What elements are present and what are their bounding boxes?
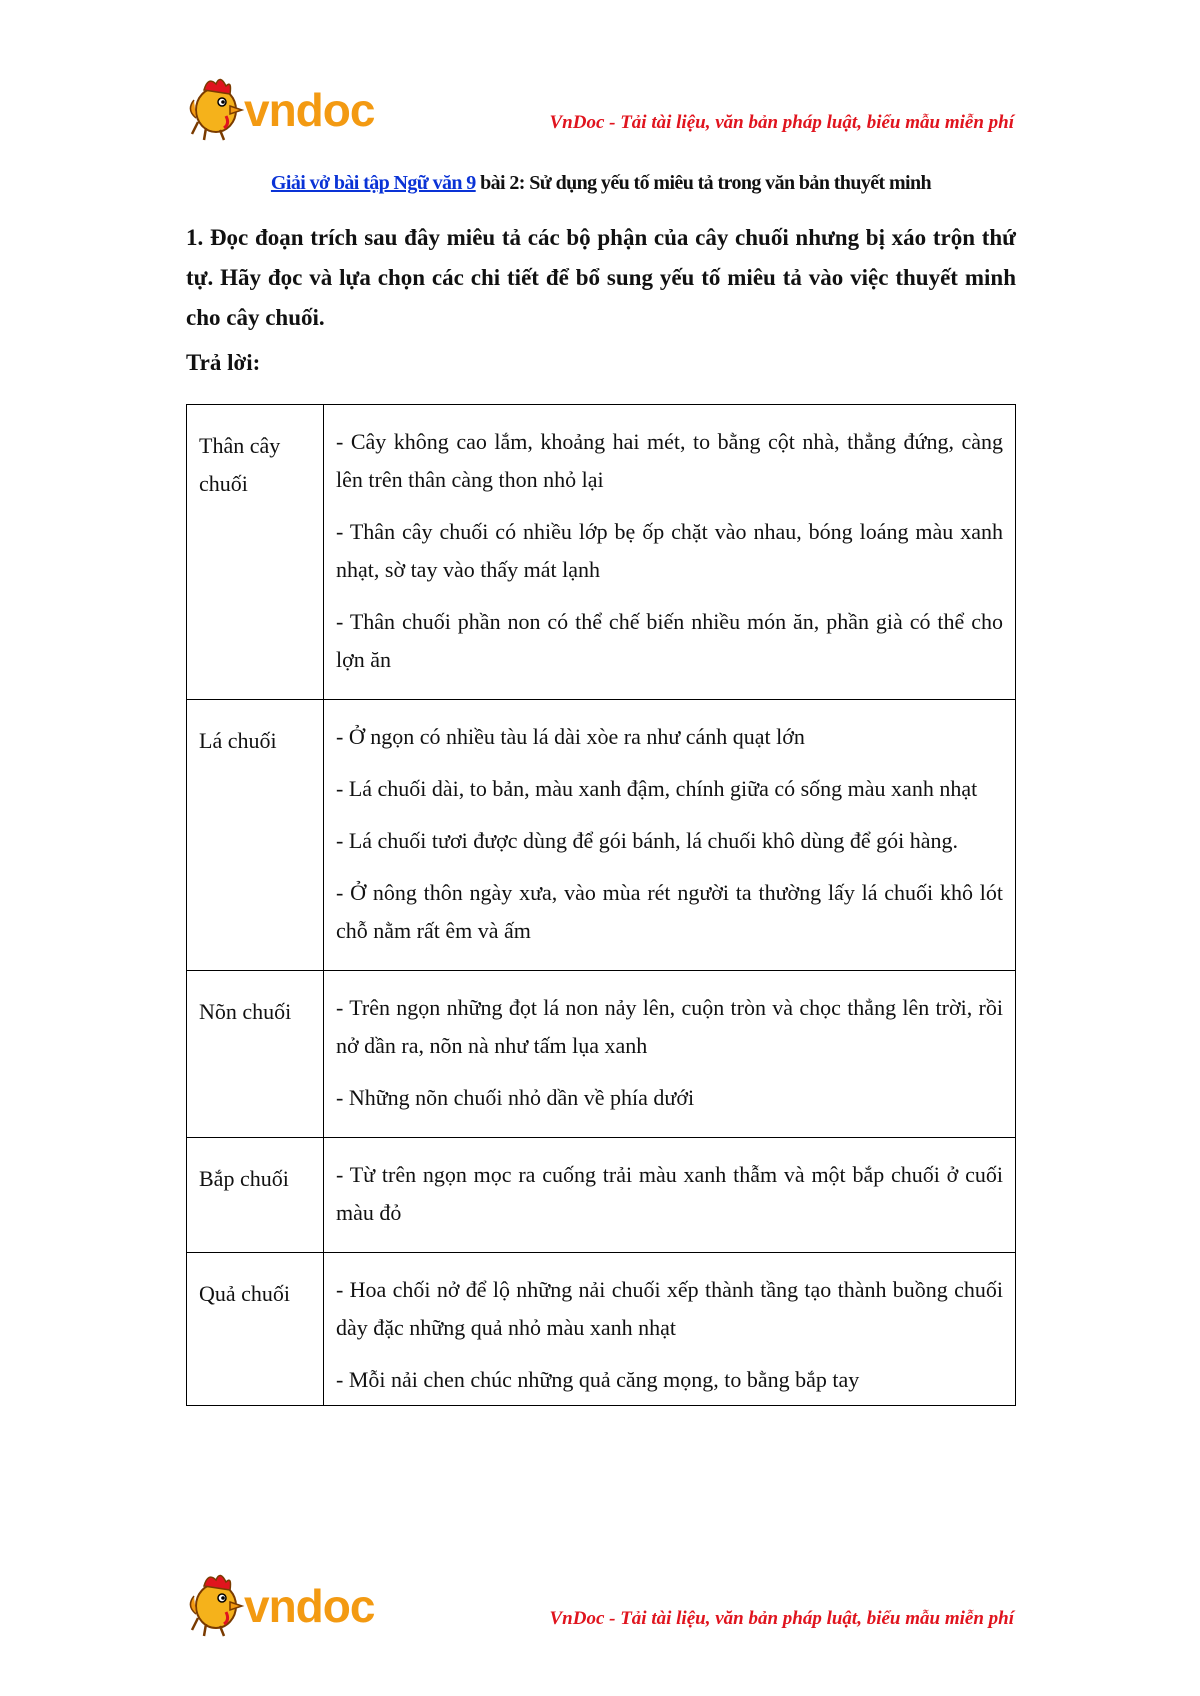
part-name: Bắp chuối	[187, 1138, 324, 1253]
title-link[interactable]: Giải vở bài tập Ngữ văn 9	[270, 172, 476, 194]
detail-item: - Mỗi nải chen chúc những quả căng mọng, to bằng bắp tay	[336, 1367, 860, 1392]
answer-label: Trả lời:	[186, 350, 261, 375]
part-details	[324, 405, 1016, 700]
page-header	[0, 60, 1200, 160]
vndoc-logo[interactable]	[186, 70, 416, 142]
banana-parts-table	[186, 404, 1016, 1406]
detail-item: - Thân chuối phần non có thể chế biến nhiều món ăn, phần già có thể cho lợn ăn	[336, 609, 1003, 672]
part-name: Quả chuối	[187, 1253, 324, 1406]
part-details	[324, 1138, 1016, 1253]
detail-item: - Ở ngọn có nhiều tàu lá dài xòe ra như cánh quạt lớn	[336, 724, 805, 749]
svg-text:vndoc: vndoc	[244, 84, 375, 136]
part-details	[324, 1253, 1016, 1406]
part-name: Lá chuối	[187, 700, 324, 971]
detail-item: - Hoa chối nở để lộ những nải chuối xếp thành tầng tạo thành buồng chuối dày đặc những quả nhỏ màu xanh nhạt	[336, 1277, 1003, 1340]
detail-item: - Thân cây chuối có nhiều lớp bẹ ốp chặt vào nhau, bóng loáng màu xanh nhạt, sờ tay vào thấy mát lạnh	[336, 519, 1003, 582]
table-row	[187, 971, 1016, 1138]
detail-item: - Trên ngọn những đọt lá non nảy lên, cuộn tròn và chọc thẳng lên trời, rồi nở dần ra, nõn nà như tấm lụa xanh	[336, 995, 1003, 1058]
page-title	[186, 172, 1016, 195]
header-tagline: VnDoc - Tải tài liệu, văn bản pháp luật, biểu mẫu miễn phí	[549, 112, 1014, 133]
detail-item: - Ở nông thôn ngày xưa, vào mùa rét người ta thường lấy lá chuối khô lót chỗ nằm rất êm và ấm	[336, 880, 1003, 943]
detail-item: - Lá chuối dài, to bản, màu xanh đậm, chính giữa có sống màu xanh nhạt	[336, 776, 978, 801]
detail-item: - Từ trên ngọn mọc ra cuống trải màu xanh thẫm và một bắp chuối ở cuối màu đỏ	[336, 1162, 1003, 1225]
detail-item: - Những nõn chuối nhỏ dần về phía dưới	[336, 1085, 695, 1110]
rooster-mascot-icon	[190, 1575, 242, 1636]
part-name: Thân cây chuối	[187, 405, 324, 700]
detail-item: - Lá chuối tươi được dùng để gói bánh, lá chuối khô dùng để gói hàng.	[336, 828, 959, 853]
title-rest: bài 2: Sử dụng yếu tố miêu tả trong văn bản thuyết minh	[475, 172, 932, 194]
svg-text:vndoc: vndoc	[244, 1580, 375, 1632]
detail-item: - Cây không cao lắm, khoảng hai mét, to bằng cột nhà, thẳng đứng, càng lên trên thân càng thon nhỏ lại	[336, 429, 1003, 492]
table-row	[187, 405, 1016, 700]
page-footer	[0, 1556, 1200, 1656]
footer-tagline: VnDoc - Tải tài liệu, văn bản pháp luật, biểu mẫu miễn phí	[549, 1608, 1014, 1629]
rooster-mascot-icon	[190, 79, 242, 140]
table-row	[187, 1138, 1016, 1253]
part-details	[324, 971, 1016, 1138]
question-text: 1. Đọc đoạn trích sau đây miêu tả các bộ phận của cây chuối nhưng bị xáo trộn thứ tự. Hãy đọc và lựa chọn các chi tiết để bổ sung yếu tố miêu tả vào việc thuyết minh cho cây chuối.	[186, 225, 1016, 330]
part-details	[324, 700, 1016, 971]
table-row	[187, 1253, 1016, 1406]
table-row	[187, 700, 1016, 971]
vndoc-logo[interactable]	[186, 1566, 416, 1638]
part-name: Nõn chuối	[187, 971, 324, 1138]
